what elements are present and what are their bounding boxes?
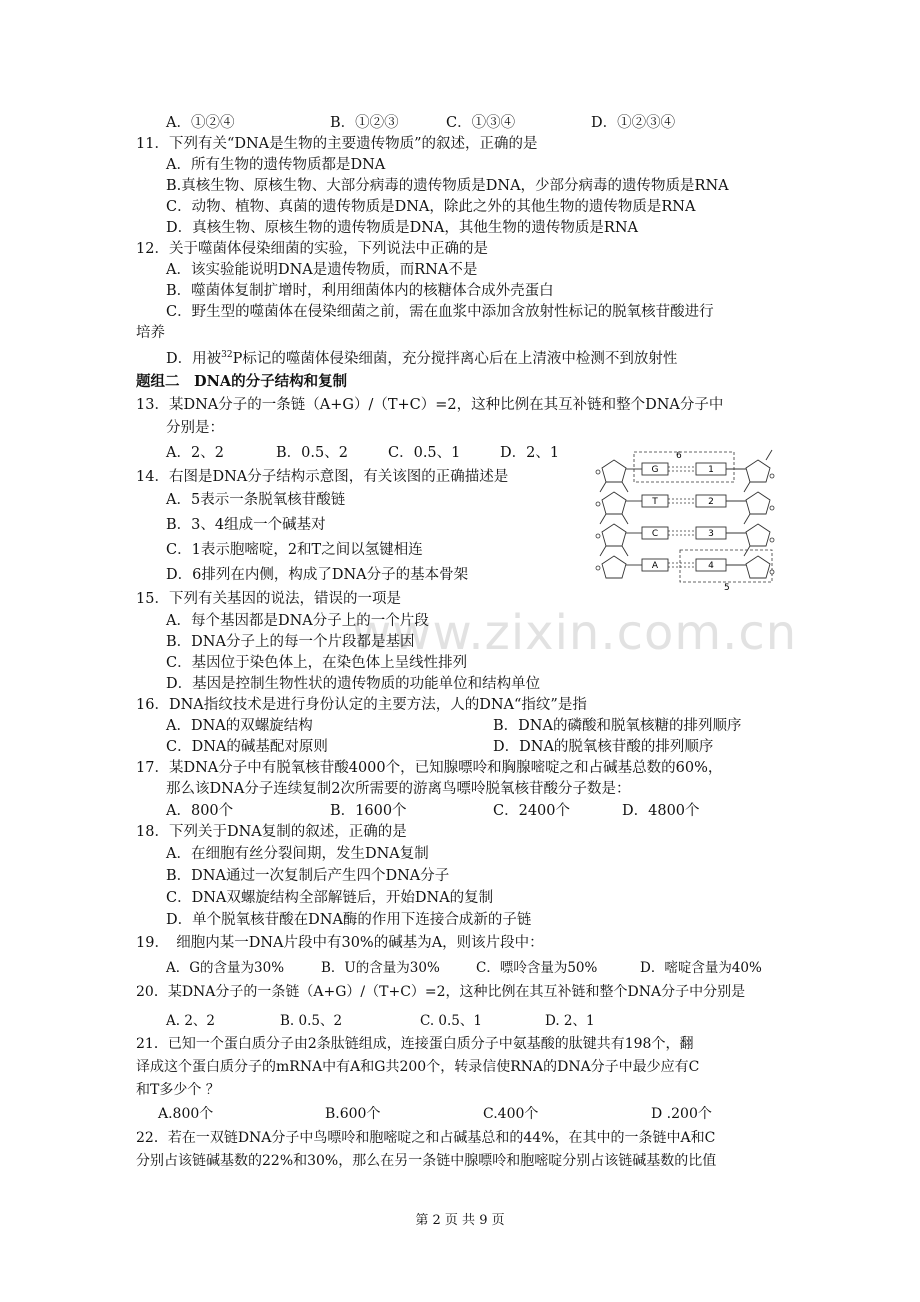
base-label-right-2: 2 bbox=[708, 497, 714, 507]
q15-option-a: A．每个基因都是DNA分子上的一个片段 bbox=[166, 613, 429, 629]
q14-option-d: D．6排列在内侧，构成了DNA分子的基本骨架 bbox=[166, 567, 469, 583]
q17-option-a: A．800个 bbox=[166, 803, 234, 819]
q10-option-c: C．①③④ bbox=[446, 115, 516, 131]
q15-option-d: D．基因是控制生物性状的遗传物质的功能单位和结构单位 bbox=[166, 676, 541, 692]
sugar-right-1 bbox=[746, 460, 770, 482]
q13-option-b: B．0.5、2 bbox=[276, 445, 348, 461]
base-label-left-3: C bbox=[651, 529, 659, 539]
q12-option-a: A．该实验能说明DNA是遗传物质，而RNA不是 bbox=[166, 262, 478, 278]
q18-option-c: C．DNA双螺旋结构全部解链后，开始DNA的复制 bbox=[166, 890, 494, 906]
q15-stem: 15．下列有关基因的说法，错误的一项是 bbox=[136, 591, 401, 607]
q21-line-3: 和T多少个 ？ bbox=[136, 1082, 220, 1098]
q14-option-a: A．5表示一条脱氧核苷酸链 bbox=[166, 492, 346, 508]
sugar-left-1 bbox=[602, 460, 626, 482]
q17-stem: 17．某DNA分子中有脱氧核苷酸4000个，已知腺嘌呤和胸腺嘧啶之和占碱基总数的60%， bbox=[136, 760, 723, 776]
q13-option-a: A．2、2 bbox=[166, 445, 224, 461]
q19-option-c: C．嘌呤含量为50% bbox=[476, 960, 598, 976]
q12-option-b: B．噬菌体复制扩增时，利用细菌体内的核糖体合成外壳蛋白 bbox=[166, 283, 554, 299]
q13-stem: 13．某DNA分子的一条链（A+G）/（T+C）=2，这种比例在其互补链和整个DNA分子中 bbox=[136, 397, 724, 413]
q16-option-c: C．DNA的碱基配对原则 bbox=[166, 739, 328, 755]
base-label-left-1: G bbox=[651, 465, 659, 475]
base-label-left-2: T bbox=[652, 497, 658, 507]
q17-option-d: D．4800个 bbox=[622, 803, 700, 819]
q18-option-a: A．在细胞有丝分裂间期，发生DNA复制 bbox=[166, 846, 429, 862]
base-label-right-3: 3 bbox=[708, 529, 714, 539]
q14-option-b: B．3、4组成一个碱基对 bbox=[166, 517, 326, 533]
q12-d-post: P标记的噬菌体侵染细菌，充分搅拌离心后在上清液中检测不到放射性 bbox=[232, 350, 678, 367]
sugar-left-4 bbox=[602, 556, 626, 578]
sugar-right-4 bbox=[746, 556, 770, 578]
q21-option-a: A.800个 bbox=[158, 1106, 214, 1122]
q14-option-c: C．1表示胞嘧啶，2和T之间以氢键相连 bbox=[166, 542, 423, 558]
q17-option-b: B．1600个 bbox=[330, 803, 407, 819]
q18-option-d: D．单个脱氧核苷酸在DNA酶的作用下连接合成新的子链 bbox=[166, 912, 532, 928]
q21-option-d: D .200个 bbox=[651, 1106, 712, 1122]
q12-option-c: C．野生型的噬菌体在侵染细菌之前，需在血浆中添加含放射性标记的脱氧核苷酸进行 bbox=[166, 304, 714, 320]
q11-option-c: C．动物、植物、真菌的遗传物质是DNA，除此之外的其他生物的遗传物质是RNA bbox=[166, 199, 696, 215]
q17-option-c: C．2400个 bbox=[493, 803, 570, 819]
sugar-right-3 bbox=[746, 524, 770, 546]
q12-d-sup: 32 bbox=[221, 350, 233, 360]
label-6: 6 bbox=[676, 451, 682, 461]
q11-option-d: D．真核生物、原核生物的遗传物质是DNA，其他生物的遗传物质是RNA bbox=[166, 220, 638, 236]
q13-option-d: D．2、1 bbox=[500, 445, 560, 461]
q20-option-c: C. 0.5、1 bbox=[420, 1013, 482, 1029]
q10-option-d: D．①②③④ bbox=[591, 115, 676, 131]
q19-option-b: B．U的含量为30% bbox=[321, 960, 440, 976]
q16-option-b: B．DNA的磷酸和脱氧核糖的排列顺序 bbox=[493, 718, 742, 734]
q12-option-c-cont: 培养 bbox=[136, 325, 165, 341]
q16-stem: 16．DNA指纹技术是进行身份认定的主要方法，人的DNA“指纹”是指 bbox=[136, 697, 587, 713]
q11-option-a: A．所有生物的遗传物质都是DNA bbox=[166, 157, 386, 173]
q19-option-d: D．嘧啶含量为40% bbox=[640, 960, 762, 976]
q13-option-c: C．0.5、1 bbox=[388, 445, 461, 461]
sugar-right-2 bbox=[746, 492, 770, 514]
q12-option-d bbox=[166, 345, 677, 369]
q10-option-a: A．①②④ bbox=[166, 115, 235, 131]
q17-stem-cont: 那么该DNA分子连续复制2次所需要的游离鸟嘌呤脱氧核苷酸分子数是： bbox=[166, 781, 631, 797]
q21-option-c: C.400个 bbox=[483, 1106, 539, 1122]
q19-stem: 19． 细胞内某一DNA片段中有30%的碱基为A，则该片段中： bbox=[136, 935, 544, 951]
q21-option-b: B.600个 bbox=[325, 1106, 381, 1122]
q19-option-a: A．G的含量为30% bbox=[166, 960, 285, 976]
q16-option-d: D．DNA的脱氧核苷酸的排列顺序 bbox=[493, 739, 714, 755]
watermark: www.zixin.com.cn bbox=[352, 605, 798, 661]
sugar-left-2 bbox=[602, 492, 626, 514]
q20-option-d: D. 2、1 bbox=[545, 1013, 595, 1029]
q20-stem: 20．某DNA分子的一条链（A+G）/（T+C）=2，这种比例在其互补链和整个DNA分子中分别是 bbox=[136, 984, 746, 1000]
q12-d-pre: D．用被 bbox=[166, 350, 222, 367]
label-5: 5 bbox=[724, 583, 730, 593]
q11-option-b: B.真核生物、原核生物、大部分病毒的遗传物质是DNA，少部分病毒的遗传物质是RNA bbox=[166, 178, 729, 194]
base-label-left-4: A bbox=[651, 561, 659, 571]
dna-structure-diagram bbox=[592, 448, 782, 594]
sugar-left-3 bbox=[602, 524, 626, 546]
q18-option-b: B．DNA通过一次复制后产生四个DNA分子 bbox=[166, 868, 450, 884]
q20-option-a: A. 2、2 bbox=[166, 1013, 216, 1029]
q22-line-2: 分别占该链碱基数的22%和30%，那么在另一条链中腺嘌呤和胞嘧啶分别占该链碱基数的比值 bbox=[136, 1153, 717, 1169]
q16-option-a: A．DNA的双螺旋结构 bbox=[166, 718, 313, 734]
q20-option-b: B. 0.5、2 bbox=[280, 1013, 343, 1029]
base-label-right-4: 4 bbox=[708, 561, 714, 571]
q13-stem-cont: 分别是： bbox=[166, 420, 224, 436]
q21-line-2: 译成这个蛋白质分子的mRNA中有A和G共200个，转录信使RNA的DNA分子中最少应有C bbox=[136, 1059, 700, 1075]
q22-line-1: 22．若在一双链DNA分子中鸟嘌呤和胞嘧啶之和占碱基总和的44%，在其中的一条链中A和C bbox=[136, 1130, 716, 1146]
q12-stem: 12．关于噬菌体侵染细菌的实验，下列说法中正确的是 bbox=[136, 241, 488, 257]
q11-stem: 11．下列有关“DNA是生物的主要遗传物质”的叙述，正确的是 bbox=[136, 136, 538, 152]
q21-line-1: 21．已知一个蛋白质分子由2条肽链组成，连接蛋白质分子中氨基酸的肽键共有198个，翻 bbox=[136, 1036, 694, 1052]
q10-option-b: B．①②③ bbox=[330, 115, 399, 131]
q15-option-b: B．DNA分子上的每一个片段都是基因 bbox=[166, 634, 415, 650]
section-title: 题组二 DNA的分子结构和复制 bbox=[136, 373, 348, 390]
base-label-right-1: 1 bbox=[708, 465, 714, 475]
page-footer: 第 2 页 共 9 页 bbox=[415, 1213, 505, 1228]
q18-stem: 18．下列关于DNA复制的叙述，正确的是 bbox=[136, 824, 407, 840]
q14-stem: 14．右图是DNA分子结构示意图，有关该图的正确描述是 bbox=[136, 469, 509, 485]
q15-option-c: C．基因位于染色体上，在染色体上呈线性排列 bbox=[166, 655, 468, 671]
